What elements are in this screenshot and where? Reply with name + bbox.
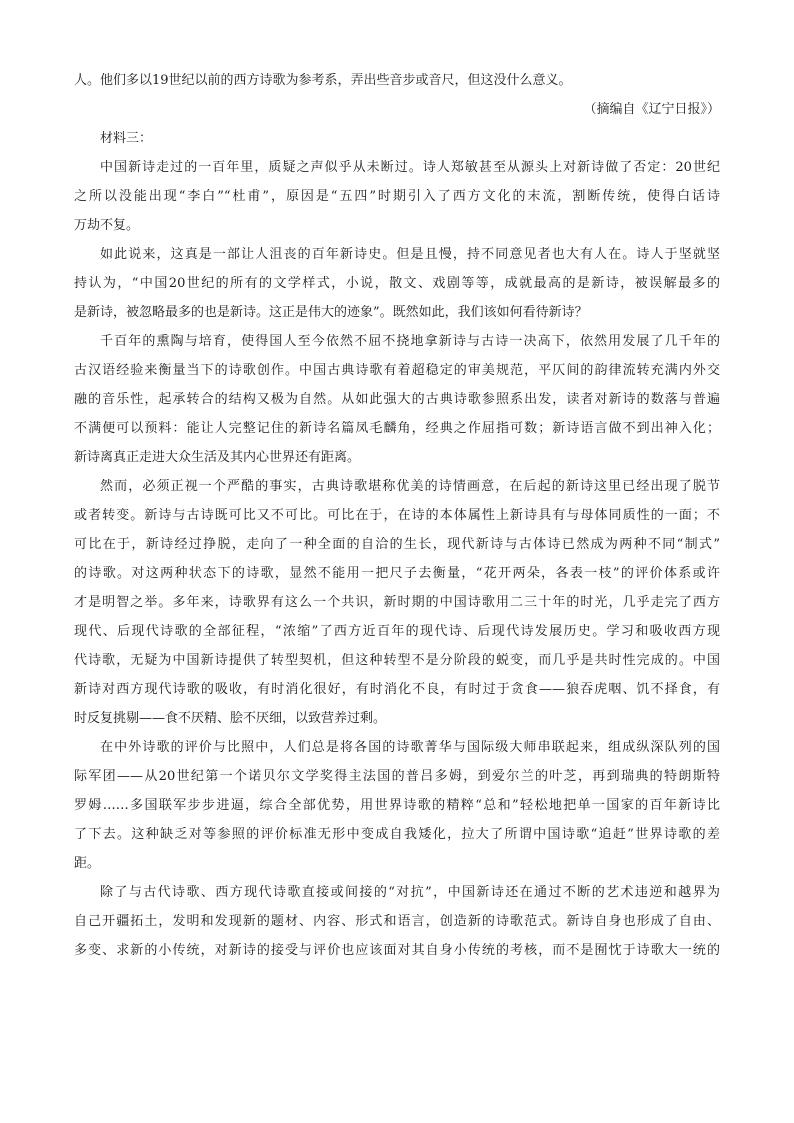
text-line	[74, 182, 720, 211]
text-line	[74, 530, 720, 559]
text-line	[74, 327, 720, 356]
paragraph-line: 之所以没能出现“李白”“杜甫”，原因是“五四”时期引入了西方文化的末流，割断传统，使得白话诗	[74, 188, 720, 204]
paragraph-line: 材料三：	[100, 130, 153, 146]
paragraph-line: 际军团——从20世纪第一个诺贝尔文学奖得主法国的普吕多姆，到爱尔兰的叶芝，再到瑞典的特朗斯特	[74, 768, 720, 784]
paragraph-line: 距。	[74, 855, 101, 871]
paragraph-line: 古汉语经验来衡量当下的诗歌创作。中国古典诗歌有着超稳定的审美规范，平仄间的韵律流转充满内外交	[74, 362, 720, 378]
paragraph-line: 千百年的熏陶与培育，使得国人至今依然不屈不挠地拿新诗与古诗一决高下，依然用发展了几千年的	[100, 333, 720, 349]
text-line	[74, 240, 720, 269]
paragraph-line: 多变、求新的小传统，对新诗的接受与评价也应该面对其自身小传统的考核，而不是囿忱于诗歌大一统的	[74, 942, 720, 958]
text-line	[74, 646, 720, 675]
paragraph-line: 新诗离真正走进大众生活及其内心世界还有距离。	[74, 449, 361, 465]
text-line	[74, 617, 720, 646]
text-line	[74, 472, 720, 501]
text-line	[74, 298, 720, 327]
paragraph-line: 现代、后现代诗歌的全部征程，“浓缩”了西方近百年的现代诗、后现代诗发展历史。学习和吸收西方现	[74, 623, 720, 639]
paragraph-line: 了下去。这种缺乏对等参照的评价标准无形中变成自我矮化，拉大了所谓中国诗歌“追赶”世界诗歌的差	[74, 826, 720, 842]
text-line	[74, 124, 720, 153]
text-line	[74, 820, 720, 849]
text-line	[74, 153, 720, 182]
paragraph-line: 万劫不复。	[74, 217, 140, 233]
text-line	[74, 907, 720, 936]
paragraph-line: 时反复挑剔——食不厌精、脍不厌细，以致营养过剩。	[74, 710, 387, 726]
paragraph-line: 罗姆……多国联军步步进逼，综合全部优势，用世界诗歌的精粹“总和”轻松地把单一国家的百年新诗比	[74, 797, 720, 813]
text-line	[74, 733, 720, 762]
paragraph-line: 的诗歌。对这两种状态下的诗歌，显然不能用一把尺子去衡量，“花开两朵，各表一枝”的评价体系或许	[74, 565, 720, 581]
text-line	[74, 443, 720, 472]
paragraph-line: 如此说来，这真是一部让人沮丧的百年新诗史。但是且慢，持不同意见者也大有人在。诗人于坚就坚	[100, 246, 720, 262]
paragraph-line: 是新诗，被忽略最多的也是新诗。这正是伟大的迹象”。既然如此，我们该如何看待新诗？	[74, 304, 588, 320]
paragraph-line: 然而，必须正视一个严酷的事实，古典诗歌堪称优美的诗情画意，在后起的新诗这里已经出现了脱节	[100, 478, 720, 494]
text-line	[74, 66, 720, 95]
text-line	[74, 356, 720, 385]
source-citation: （摘编自《辽宁日报》）	[583, 101, 720, 117]
text-line	[74, 675, 720, 704]
text-line	[74, 501, 720, 530]
text-line	[74, 588, 720, 617]
paragraph-line: 融的音乐性，起承转合的结构又极为自然。从如此强大的古典诗歌参照系出发，读者对新诗的数落与普遍	[74, 391, 720, 407]
paragraph-line: 可比在于，新诗经过挣脱，走向了一种全面的自洽的生长，现代新诗与古体诗已然成为两种不同“制式”	[74, 536, 720, 552]
text-line	[74, 385, 720, 414]
text-line	[74, 878, 720, 907]
text-line	[74, 559, 720, 588]
text-line	[74, 269, 720, 298]
text-line	[74, 849, 720, 878]
text-line	[74, 211, 720, 240]
paragraph-line: 持认为，“中国20世纪的所有的文学样式，小说，散文、戏剧等等，成就最高的是新诗，被误解最多的	[74, 275, 720, 291]
paragraph-line: 在中外诗歌的评价与比照中，人们总是将各国的诗歌菁华与国际级大师串联起来，组成纵深队列的国	[100, 739, 720, 755]
paragraph-line: 自己开疆拓土，发明和发现新的题材、内容、形式和语言，创造新的诗歌范式。新诗自身也形成了自由、	[74, 913, 720, 929]
text-line	[74, 414, 720, 443]
text-line	[74, 704, 720, 733]
paragraph-line: 新诗对西方现代诗歌的吸收，有时消化很好，有时消化不良，有时过于贪食——狼吞虎咽、饥不择食，有	[74, 681, 720, 697]
paragraph-line: 不满便可以预料：能让人完整记住的新诗名篇凤毛麟角，经典之作屈指可数；新诗语言做不到出神入化；	[74, 420, 720, 436]
paragraph-line: 除了与古代诗歌、西方现代诗歌直接或间接的“对抗”，中国新诗还在通过不断的艺术违逆和越界为	[100, 884, 720, 900]
article-body	[74, 66, 720, 965]
paragraph-line: 或者转变。新诗与古诗既可比又不可比。可比在于，在诗的本体属性上新诗具有与母体同质性的一面；不	[74, 507, 720, 523]
paragraph-line: 中国新诗走过的一百年里，质疑之声似乎从未断过。诗人郑敏甚至从源头上对新诗做了否定：20世纪	[100, 159, 720, 175]
paragraph-line: 才是明智之举。多年来，诗歌界有这么一个共识，新时期的中国诗歌用二三十年的时光，几乎走完了西方	[74, 594, 720, 610]
text-line	[74, 791, 720, 820]
paragraph-line: 人。他们多以19世纪以前的西方诗歌为参考系，弄出些音步或音尺，但这没什么意义。	[74, 72, 572, 88]
paragraph-line: 代诗歌，无疑为中国新诗提供了转型契机，但这种转型不是分阶段的蜕变，而几乎是共时性完成的。中国	[74, 652, 720, 668]
text-line	[74, 95, 720, 124]
text-line	[74, 762, 720, 791]
text-line	[74, 936, 720, 965]
